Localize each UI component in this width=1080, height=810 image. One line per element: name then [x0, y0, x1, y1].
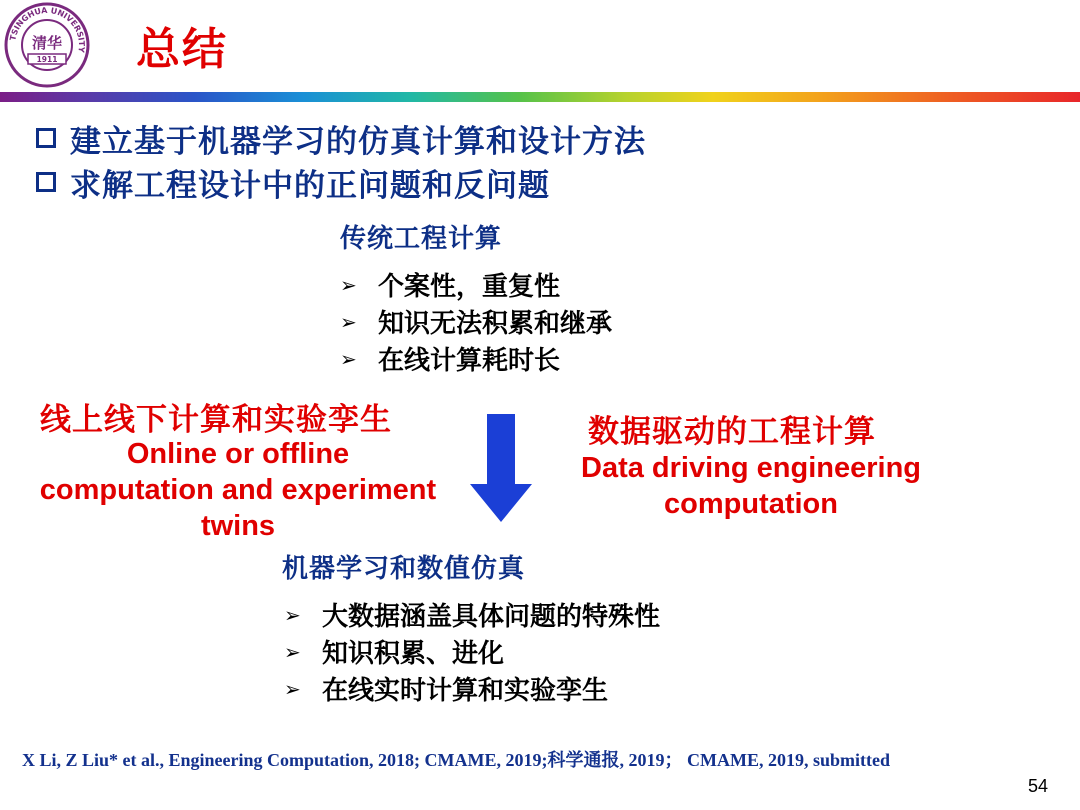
right-block-en-line: computation: [664, 488, 838, 520]
logo-ring-text: TSINGHUA UNIVERSITY: [8, 5, 87, 53]
traditional-list: [340, 266, 612, 377]
ml-item-text: 在线实时计算和实验孪生: [322, 676, 609, 706]
tsinghua-logo: [4, 2, 90, 88]
left-block-en-line: Online or offline: [126, 438, 350, 470]
ml-item: [284, 596, 660, 633]
left-block-cn: 线上线下计算和实验孪生: [40, 402, 392, 438]
ml-item-text: 大数据涵盖具体问题的特殊性: [322, 602, 661, 632]
summary-bullets: [36, 116, 646, 204]
ml-item-text: 知识积累、进化: [322, 639, 505, 669]
traditional-item-text: 知识无法积累和继承: [378, 309, 613, 339]
left-block-en: [10, 436, 466, 544]
right-block-en: [556, 450, 946, 522]
down-arrow-icon: [470, 414, 532, 522]
hollow-square-bullet-icon: [36, 128, 56, 148]
ml-heading: 机器学习和数值仿真: [282, 554, 526, 584]
citation: X Li, Z Liu* et al., Engineering Computation, 2018; CMAME, 2019;科学通报, 2019； CMAME, 2019, submitted: [22, 750, 890, 770]
summary-bullet-text: 求解工程设计中的正问题和反问题: [70, 167, 550, 204]
summary-bullet-2: [36, 160, 646, 204]
traditional-item-text: 在线计算耗时长: [378, 346, 561, 376]
traditional-heading: 传统工程计算: [340, 224, 503, 254]
traditional-item: [340, 303, 612, 340]
traditional-item: [340, 266, 612, 303]
ml-list: [284, 596, 660, 707]
left-block-en-line: computation and experiment: [39, 474, 437, 506]
left-block-en-line: twins: [200, 510, 276, 542]
traditional-item-text: 个案性，重复性: [378, 272, 561, 302]
hollow-square-bullet-icon: [36, 172, 56, 192]
traditional-item: [340, 340, 612, 377]
arrowhead-bullet-icon: ➢: [340, 309, 357, 334]
slide-title: 总结: [136, 24, 228, 75]
logo-year: 1911: [36, 55, 58, 64]
arrowhead-bullet-icon: ➢: [340, 272, 357, 297]
arrowhead-bullet-icon: ➢: [340, 346, 357, 371]
summary-bullet-text: 建立基于机器学习的仿真计算和设计方法: [70, 123, 646, 160]
summary-bullet-1: [36, 116, 646, 160]
ml-item: [284, 633, 660, 670]
arrowhead-bullet-icon: ➢: [284, 602, 301, 627]
logo-center-text: 清华: [31, 34, 63, 52]
arrowhead-bullet-icon: ➢: [284, 676, 301, 701]
rainbow-divider: [0, 92, 1080, 102]
page-number: 54: [1028, 776, 1049, 796]
arrowhead-bullet-icon: ➢: [284, 639, 301, 664]
right-block-en-line: Data driving engineering: [581, 452, 921, 484]
right-block-cn: 数据驱动的工程计算: [588, 414, 876, 450]
ml-item: [284, 670, 660, 707]
